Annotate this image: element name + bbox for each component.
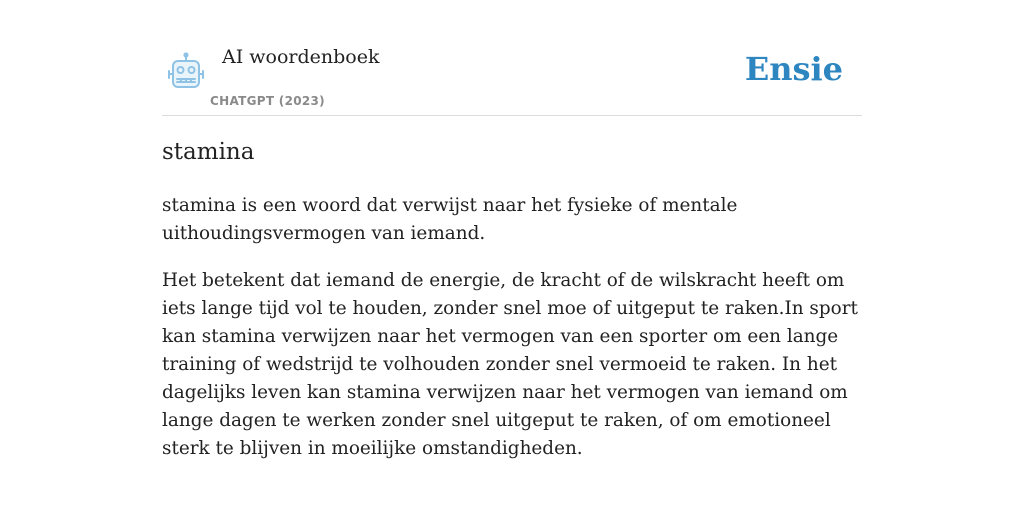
ensie-logo-link[interactable]: Ensie [744, 50, 843, 88]
definition-card [162, 0, 862, 459]
dictionary-header [162, 0, 862, 116]
dictionary-source: CHATGPT (2023) [210, 94, 325, 108]
robot-icon [166, 52, 206, 90]
definition-paragraph: Het betekent dat iemand de energie, de kracht of de wilskracht heeft om iets lange tijd vol te houden, zonder snel moe of uitgeput te raken.In sport kan stamina verwijzen naar het vermogen van een sporter om een lange training of wedstrijd te volhouden zonder snel vermoeid te raken. In het dagelijks leven kan stamina verwijzen naar het vermogen van iemand om lange dagen te werken zonder snel uitgeput te raken, of om emotioneel sterk te blijven in moeilijke omstandigheden. [162, 270, 858, 459]
dictionary-title[interactable]: AI woordenboek [222, 46, 380, 68]
definition-paragraph: stamina is een woord dat verwijst naar het fysieke of mentale uithoudingsvermogen van iemand. [162, 195, 738, 244]
entry-term: stamina [162, 139, 255, 165]
